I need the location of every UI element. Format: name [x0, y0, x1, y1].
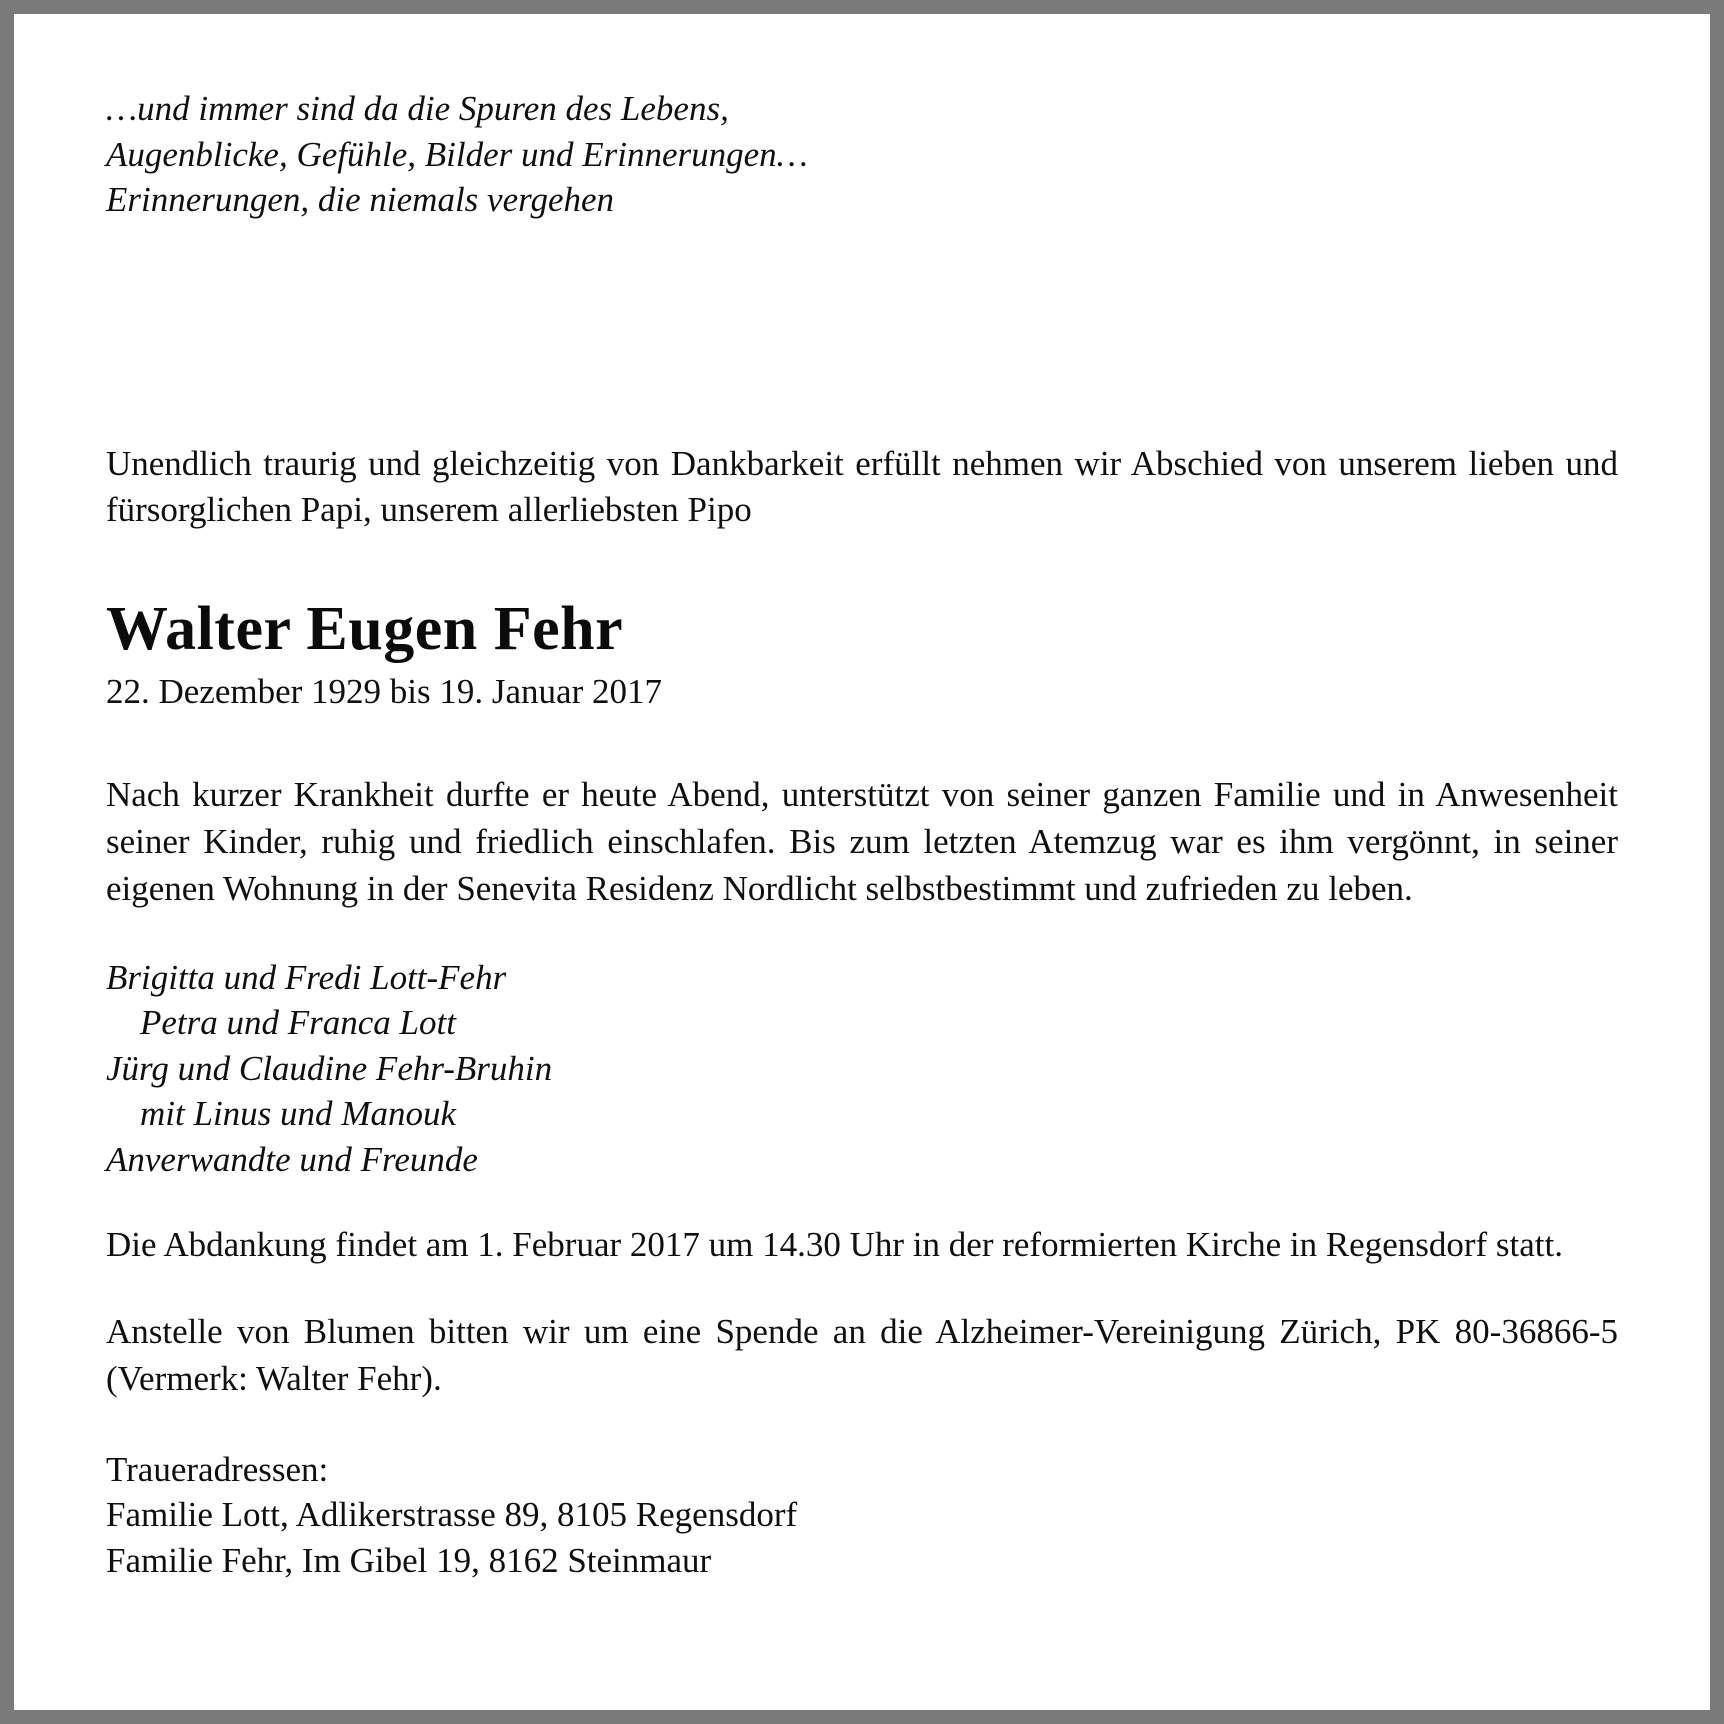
- funeral-paragraph: Die Abdankung findet am 1. Februar 2017 um 14.30 Uhr in der reformierten Kirche in Regensdorf statt.: [106, 1225, 1563, 1265]
- family-line: Anverwandte und Freunde: [106, 1139, 478, 1179]
- family-line: Petra und Franca Lott: [140, 1003, 456, 1043]
- addresses-title: Traueradressen:: [106, 1449, 329, 1489]
- epigraph: [106, 86, 1618, 223]
- family-list: [106, 955, 1618, 1183]
- donation-paragraph: Anstelle von Blumen bitten wir um eine Spende an die Alzheimer-Vereinigung Zürich, PK 80-36866-5 (Vermerk: Walter Fehr).: [106, 1312, 1618, 1398]
- epigraph-line-3: Erinnerungen, die niemals vergehen: [106, 180, 615, 219]
- family-line: Jürg und Claudine Fehr-Bruhin: [106, 1048, 553, 1088]
- obituary-card: [14, 14, 1710, 1710]
- address-line: Familie Fehr, Im Gibel 19, 8162 Steinmaur: [106, 1540, 712, 1580]
- spacer: [106, 223, 1618, 441]
- life-dates: 22. Dezember 1929 bis 19. Januar 2017: [106, 671, 662, 711]
- name-block: [106, 594, 1618, 712]
- family-line: mit Linus und Manouk: [140, 1094, 456, 1134]
- condolence-addresses: [106, 1447, 1618, 1584]
- family-line: Brigitta und Fredi Lott-Fehr: [106, 957, 507, 997]
- intro-paragraph: Unendlich traurig und gleichzeitig von Dankbarkeit erfüllt nehmen wir Abschied von unserem lieben und fürsorglichen Papi, unserem allerliebsten Pipo: [106, 443, 1618, 529]
- deceased-name: Walter Eugen Fehr: [106, 594, 624, 663]
- address-line: Familie Lott, Adlikerstrasse 89, 8105 Regensdorf: [106, 1495, 798, 1535]
- epigraph-line-2: Augenblicke, Gefühle, Bilder und Erinnerungen…: [106, 134, 808, 174]
- body-paragraph: Nach kurzer Krankheit durfte er heute Abend, unterstützt von seiner ganzen Familie und in Anwesenheit seiner Kinder, ruhig und friedlich einschlafen. Bis zum letzten Atemzug war es ihm vergönnt, in seiner eigenen Wohnung in der Senevita Residenz Nordlicht selbstbestimmt und zufrieden zu leben.: [106, 774, 1618, 908]
- epigraph-line-1: …und immer sind da die Spuren des Lebens,: [106, 89, 729, 128]
